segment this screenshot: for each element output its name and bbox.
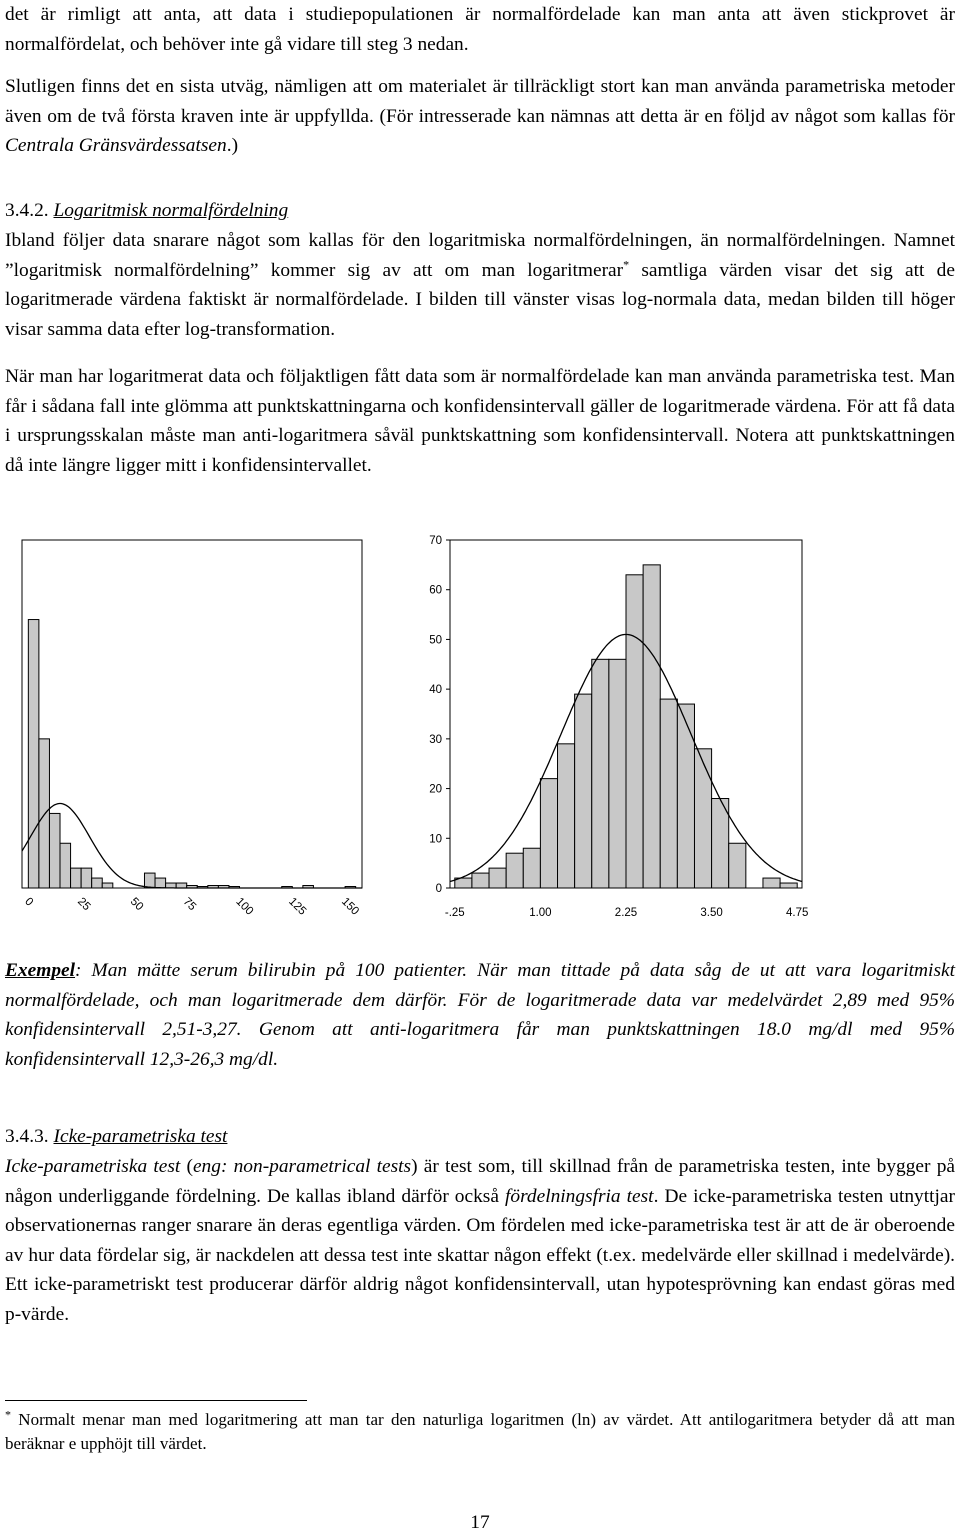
x-tick-label: 3.50 — [700, 907, 723, 919]
section-number: 3.4.2. — [5, 200, 49, 221]
section-heading-343 — [5, 1122, 227, 1152]
histogram-bar — [677, 704, 694, 888]
x-tick-label: 50 — [127, 895, 146, 914]
histogram-bar — [472, 873, 489, 888]
x-tick-label: 100 — [233, 895, 256, 918]
histogram-bar — [155, 878, 166, 888]
footnote: * Normalt menar man med logaritmering att man tar den naturliga logaritmen (ln) av värdet. Att antilogaritmera betyder då att man beräknar e upphöjt till värdet. — [5, 1407, 955, 1453]
y-tick-label: 70 — [429, 535, 442, 547]
histogram-bar — [92, 878, 103, 888]
x-tick-label: 150 — [338, 895, 362, 918]
histogram-bar — [694, 749, 711, 888]
histogram-bar — [81, 868, 92, 888]
footnote-mark: * — [5, 1407, 11, 1422]
left-plot-frame — [22, 540, 362, 888]
histogram-bar — [144, 873, 155, 888]
x-tick-label: 125 — [286, 895, 309, 918]
histogram-bar — [575, 694, 592, 888]
histogram-bar — [540, 779, 557, 888]
section-heading-342 — [5, 196, 288, 226]
histogram-bar — [626, 575, 643, 888]
section-title: Icke-parametriska test — [53, 1126, 228, 1147]
histogram-bar — [71, 868, 82, 888]
y-tick-label: 50 — [429, 634, 442, 647]
example-paragraph: Exempel: Man mätte serum bilirubin på 100 patienter. När man tittade på data såg de ut att vara logaritmiskt normalfördelade, och man logaritmerade dem därför. För de logaritmerade data var medelvärdet 2,89 med 95% konfidensintervall 2,51-3,27. Genom att anti-logaritmera får man punktskattningen 18.0 mg/dl med 95% konfidensintervall 12,3-26,3 mg/dl. — [5, 960, 955, 1070]
histogram-bar — [102, 883, 113, 888]
x-tick-label: 75 — [180, 895, 199, 914]
left-x-axis-ticks — [22, 896, 361, 918]
section-number: 3.4.3. — [5, 1126, 49, 1147]
parametric-paragraph: När man har logaritmerat data och följaktligen fått data som är normalfördelade kan man använda parametriska test. Man får i sådana fall inte glömma att punktskattningarna och konfidensintervall gäller de logaritmerade värdena. För att få data i ursprungsskalan måste man anti-logaritmera såväl punktskattning som konfidensintervall. Notera att punktskattningen då inte längre ligger mitt i konfidensintervallet. — [5, 366, 955, 476]
right-y-axis-ticks — [429, 535, 450, 895]
y-tick-label: 0 — [435, 883, 442, 895]
y-tick-label: 10 — [429, 833, 442, 846]
y-tick-label: 40 — [429, 684, 442, 697]
histogram-bar — [558, 744, 575, 888]
histogram-bar — [780, 883, 797, 888]
histogram-bar — [712, 799, 729, 888]
histogram-bar — [609, 659, 626, 888]
intro-paragraph: det är rimligt att anta, att data i studiepopulationen är normalfördelade kan man anta att även stickprovet är normalfördelat, och behöver inte gå vidare till steg 3 nedan. — [5, 4, 955, 55]
histogram-bar — [763, 878, 780, 888]
y-tick-label: 30 — [429, 733, 442, 746]
y-tick-label: 60 — [429, 584, 442, 597]
section-title: Logaritmisk normalfördelning — [53, 200, 289, 221]
histogram-bar — [592, 659, 609, 888]
lognormal-histogram-figure — [20, 530, 370, 930]
histogram-bar — [506, 853, 523, 888]
histogram-bar — [28, 620, 39, 888]
histogram-bar — [49, 813, 60, 888]
right-x-axis-ticks — [445, 907, 809, 919]
x-tick-label: -.25 — [444, 907, 465, 919]
histogram-bar — [176, 883, 187, 888]
x-tick-label: 1.00 — [529, 907, 552, 919]
histogram-bar — [39, 739, 50, 888]
histogram-bar — [60, 843, 71, 888]
log-transformed-histogram-figure — [400, 530, 820, 930]
x-tick-label: 0 — [22, 895, 36, 909]
nonparametric-paragraph: Icke-parametriska test (eng: non-parametrical tests) är test som, till skillnad från de parametriska testen, inte bygger på någon underliggande fördelning. De kallas ibland därför också fördelningsfria test. De icke-parametriska testen utnyttjar observationernas ranger snarare än deras egentliga värden. Om fördelen med icke-parametriska test är att de är oberoende av hur data fördelar sig, är nackdelen att dessa test inte skattar någon effekt (t.ex. medelvärde eller skillnad i medelvärde). Ett icke-parametriskt test producerar därför aldrig något konfidensintervall, utan hypotesprövning kan endast göras med p-värde. — [5, 1156, 956, 1325]
footnote-reference[interactable]: * — [623, 257, 630, 272]
histogram-bar — [489, 868, 506, 888]
histogram-bar — [523, 848, 540, 888]
y-tick-label: 20 — [429, 783, 442, 796]
example-label: Exempel — [5, 960, 76, 981]
x-tick-label: 25 — [75, 895, 93, 914]
histogram-bar — [729, 843, 746, 888]
x-tick-label: 4.75 — [786, 907, 809, 919]
lognormal-paragraph: Ibland följer data snarare något som kallas för den logaritmiska normalfördelningen, än normalfördelningen. Namnet ”logaritmisk normalfördelning” kommer sig av att om man logaritmerar* samtliga värden visar det sig att de logaritmerade värdena faktiskt är normalfördelade. I bilden till vänster visas log-normala data, medan bilden till höger visar samma data efter log-transformation. — [5, 230, 955, 340]
page-number: 17 — [470, 1512, 490, 1533]
footnote-divider — [5, 1400, 307, 1401]
histogram-bar — [643, 565, 660, 888]
x-tick-label: 2.25 — [614, 907, 638, 919]
histogram-bar — [660, 699, 677, 888]
last-option-paragraph: Slutligen finns det en sista utväg, nämligen att om materialet är tillräckligt stort kan man använda parametriska metoder även om de två första kraven inte är uppfyllda. (För intresserade kan nämnas att detta är en följd av något som kallas för Centrala Gränsvärdessatsen.) — [5, 76, 955, 156]
